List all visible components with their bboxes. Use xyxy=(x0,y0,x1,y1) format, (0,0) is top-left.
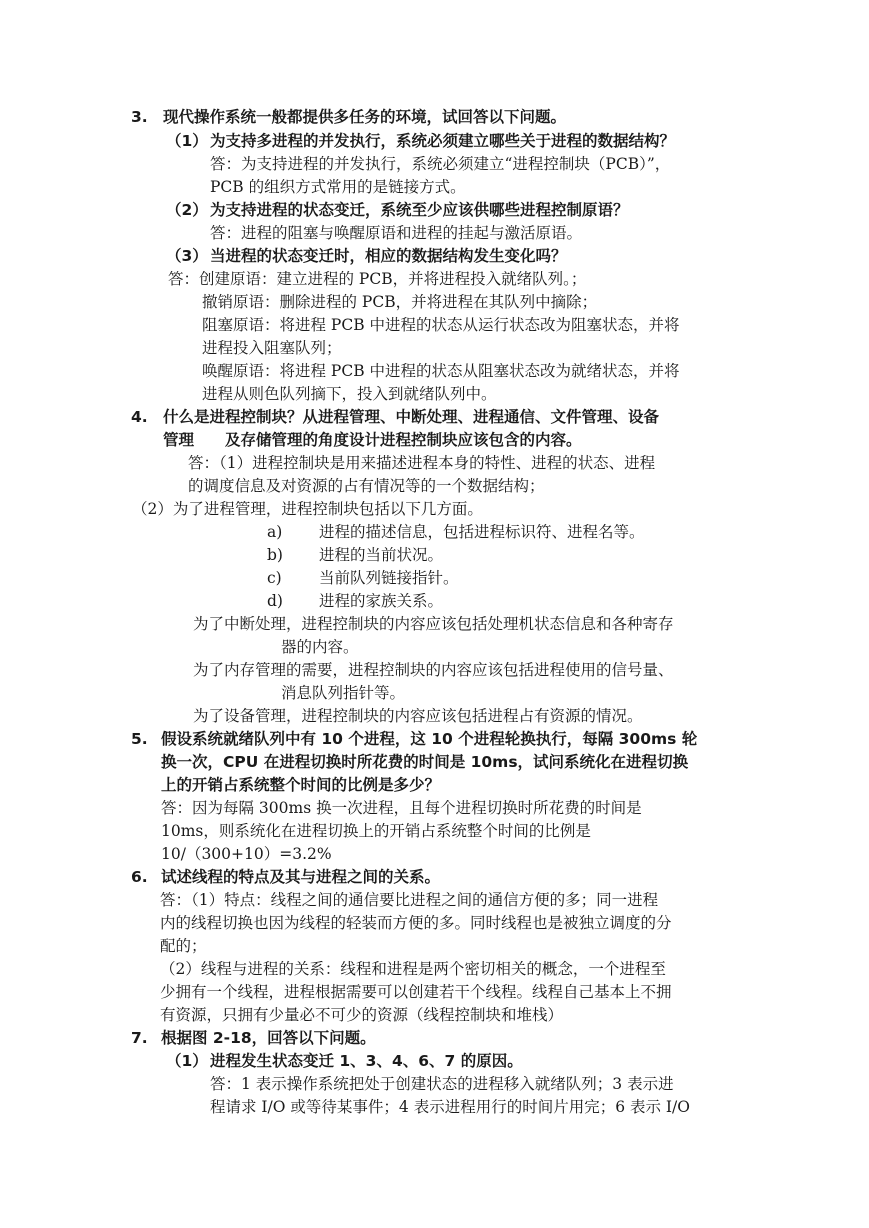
q3-part-2-answer: 答：进程的阻塞与唤醒原语和进程的挂起与激活原语。 xyxy=(210,224,583,242)
q4-answer-line-3: （2）为了进程管理，进程控制块包括以下几方面。 xyxy=(132,500,483,518)
question-number: 3. xyxy=(131,108,148,126)
list-item-text: 进程的家族关系。 xyxy=(319,592,444,610)
q6-answer-line-2: 内的线程切换也因为线程的轻装而方便的多。同时线程也是被独立调度的分 xyxy=(160,914,672,932)
q3-part-1-answer-line-1: 答：为支持进程的并发执行，系统必须建立“进程控制块（PCB）”， xyxy=(210,155,671,173)
part-question-text: 当进程的状态变迁时，相应的数据结构发生变化吗？ xyxy=(210,247,567,265)
question-5-title-line-3: 上的开销占系统整个时间的比例是多少？ xyxy=(161,776,441,794)
q7-part-1-answer-line-2: 程请求 I/O 或等待某事件；4 表示进程用行的时间片用完；6 表示 I/O xyxy=(210,1098,690,1116)
q7-part-1-question xyxy=(166,1050,523,1072)
part-number: （1） xyxy=(166,132,208,150)
question-text: 什么是进程控制块？从进程管理、中断处理、进程通信、文件管理、设备 xyxy=(163,408,660,426)
q6-answer-line-1: 答：（1）特点：线程之间的通信要比进程之间的通信方便的多；同一进程 xyxy=(160,891,659,909)
part-question-text: 进程发生状态变迁 1、3、4、6、7 的原因。 xyxy=(210,1052,523,1070)
q6-answer-line-5: 少拥有一个线程，进程根据需要可以创建若干个线程。线程自己基本上不拥 xyxy=(160,983,672,1001)
question-number: 4. xyxy=(131,408,148,426)
part-question-text: 为支持多进程的并发执行，系统必须建立哪些关于进程的数据结构？ xyxy=(210,132,676,150)
question-number: 5. xyxy=(131,730,148,748)
q5-answer-line-1: 答：因为每隔 300ms 换一次进程，且每个进程切换时所花费的时间是 xyxy=(161,799,642,817)
q6-answer-line-4: （2）线程与进程的关系：线程和进程是两个密切相关的概念，一个进程至 xyxy=(160,960,666,978)
question-4-title-line-1 xyxy=(131,406,659,428)
q3-part-3-answer-line-4: 进程投入阻塞队列； xyxy=(202,339,342,357)
question-7-title xyxy=(131,1027,376,1049)
question-4-title-line-2: 管理 及存储管理的角度设计进程控制块应该包含的内容。 xyxy=(163,431,582,449)
q4-answer-line-5: 器的内容。 xyxy=(281,638,359,656)
q7-part-1-answer-line-1: 答：1 表示操作系统把处于创建状态的进程移入就绪队列；3 表示进 xyxy=(210,1075,674,1093)
question-text: 根据图 2-18，回答以下问题。 xyxy=(161,1029,376,1047)
list-item xyxy=(267,590,443,612)
q4-answer-line-7: 消息队列指针等。 xyxy=(281,684,406,702)
q3-part-3-question xyxy=(166,245,567,267)
list-item-text: 进程的当前状况。 xyxy=(319,546,444,564)
q4-answer-line-8: 为了设备管理，进程控制块的内容应该包括进程占有资源的情况。 xyxy=(193,707,643,725)
list-item xyxy=(267,521,645,543)
q5-answer-line-3: 10/（300+10）=3.2% xyxy=(161,845,332,863)
question-5-title-line-1 xyxy=(131,728,697,750)
question-text: 假设系统就绪队列中有 10 个进程，这 10 个进程轮换执行，每隔 300ms 轮 xyxy=(161,730,698,748)
question-5-title-line-2: 换一次，CPU 在进程切换时所花费的时间是 10ms，试问系统化在进程切换 xyxy=(161,753,689,771)
part-number: （1） xyxy=(166,1052,208,1070)
list-item-label: d) xyxy=(267,592,283,610)
q3-part-3-answer-line-6: 进程从则色队列摘下，投入到就绪队列中。 xyxy=(202,385,497,403)
list-item-label: a) xyxy=(267,523,283,541)
list-item xyxy=(267,567,459,589)
q5-answer-line-2: 10ms，则系统化在进程切换上的开销占系统整个时间的比例是 xyxy=(161,822,591,840)
question-6-title xyxy=(131,866,440,888)
q3-part-3-answer-line-2: 撤销原语：删除进程的 PCB，并将进程在其队列中摘除； xyxy=(202,293,598,311)
q3-part-1-question xyxy=(166,130,675,152)
list-item-text: 进程的描述信息，包括进程标识符、进程名等。 xyxy=(319,523,645,541)
q4-answer-line-6: 为了内存管理的需要，进程控制块的内容应该包括进程使用的信号量、 xyxy=(193,661,674,679)
q6-answer-line-6: 有资源，只拥有少量必不可少的资源（线程控制块和堆栈） xyxy=(160,1006,564,1024)
question-number: 7. xyxy=(131,1029,148,1047)
q4-answer-line-2: 的调度信息及对资源的占有情况等的一个数据结构； xyxy=(188,477,545,495)
list-item-text: 当前队列链接指针。 xyxy=(319,569,459,587)
part-number: （3） xyxy=(166,247,208,265)
q3-part-2-question xyxy=(166,199,629,221)
q4-answer-line-1: 答：（1）进程控制块是用来描述进程本身的特性、进程的状态、进程 xyxy=(188,454,656,472)
q3-part-3-answer-line-3: 阻塞原语：将进程 PCB 中进程的状态从运行状态改为阻塞状态，并将 xyxy=(202,316,680,334)
list-item-label: b) xyxy=(267,546,283,564)
question-number: 6. xyxy=(131,868,148,886)
q3-part-1-answer-line-2: PCB 的组织方式常用的是链接方式。 xyxy=(210,178,466,196)
list-item-label: c) xyxy=(267,569,282,587)
question-text: 现代操作系统一般都提供多任务的环境，试回答以下问题。 xyxy=(163,108,567,126)
question-text: 试述线程的特点及其与进程之间的关系。 xyxy=(161,868,441,886)
part-number: （2） xyxy=(166,201,208,219)
part-question-text: 为支持进程的状态变迁，系统至少应该供哪些进程控制原语？ xyxy=(210,201,629,219)
q3-part-3-answer-line-5: 唤醒原语：将进程 PCB 中进程的状态从阻塞状态改为就绪状态，并将 xyxy=(202,362,680,380)
list-item xyxy=(267,544,443,566)
q4-answer-line-4: 为了中断处理，进程控制块的内容应该包括处理机状态信息和各种寄存 xyxy=(193,615,674,633)
q3-part-3-answer-line-1: 答：创建原语：建立进程的 PCB，并将进程投入就绪队列。； xyxy=(168,270,587,288)
q6-answer-line-3: 配的； xyxy=(160,937,207,955)
question-3-title xyxy=(131,106,566,128)
